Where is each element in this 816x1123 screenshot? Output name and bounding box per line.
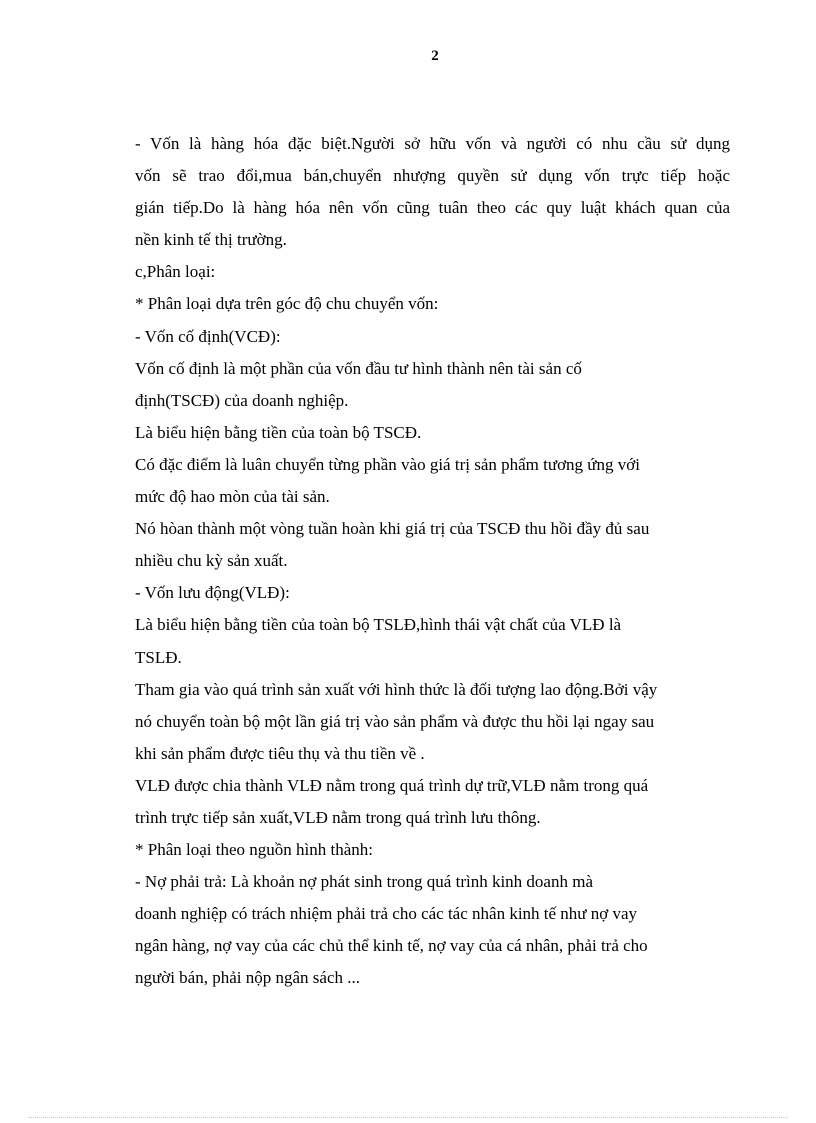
text-line: - Vốn là hàng hóa đặc biệt.Người sở hữu vốn và người có nhu cầu sử dụng (135, 134, 730, 153)
text-line: khi sản phẩm được tiêu thụ và thu tiền về . (135, 743, 425, 763)
text-line: Vốn cố định là một phần của vốn đầu tư hình thành nên tài sản cố (135, 358, 582, 378)
text-line: - Vốn cố định(VCĐ): (135, 326, 281, 346)
text-line: người bán, phải nộp ngân sách ... (135, 968, 360, 988)
text-line: Là biểu hiện bằng tiền của toàn bộ TSLĐ,hình thái vật chất của VLĐ là (135, 615, 622, 635)
text-line: Có đặc điểm là luân chuyển từng phần vào giá trị sản phẩm tương ứng với (135, 454, 640, 474)
text-line: ngân hàng, nợ vay của các chủ thể kinh tế, nợ vay của cá nhân, phải trả cho (135, 936, 648, 956)
text-line: Tham gia vào quá trình sản xuất với hình thức là đối tượng lao động.Bởi vậy (135, 679, 658, 699)
text-line: VLĐ được chia thành VLĐ nằm trong quá trình dự trữ,VLĐ nằm trong quá (135, 775, 649, 795)
text-line: Là biểu hiện bằng tiền của toàn bộ TSCĐ. (135, 422, 422, 442)
document-body (135, 128, 730, 995)
text-line: nó chuyển toàn bộ một lần giá trị vào sản phẩm và được thu hồi lại ngay sau (135, 711, 655, 731)
text-line: * Phân loại theo nguồn hình thành: (135, 840, 373, 860)
page-bottom-divider (28, 1117, 788, 1118)
text-line: doanh nghiệp có trách nhiệm phải trả cho các tác nhân kinh tế như nợ vay (135, 904, 638, 924)
text-line: nền kinh tế thị trường. (135, 230, 287, 250)
text-line: * Phân loại dựa trên góc độ chu chuyển vốn: (135, 294, 439, 314)
page-number: 2 (431, 48, 439, 64)
text-line: - Nợ phải trả: Là khoản nợ phát sinh trong quá trình kinh doanh mà (135, 872, 593, 892)
text-line: mức độ hao mòn của tài sản. (135, 487, 330, 507)
text-line: trình trực tiếp sản xuất,VLĐ nằm trong quá trình lưu thông. (135, 807, 541, 827)
text-line: gián tiếp.Do là hàng hóa nên vốn cũng tuân theo các quy luật khách quan của (135, 198, 730, 218)
text-line: nhiều chu kỳ sản xuất. (135, 551, 288, 571)
section-heading: c,Phân loại: (135, 262, 216, 282)
text-line: định(TSCĐ) của doanh nghiệp. (135, 390, 349, 410)
text-line: Nó hòan thành một vòng tuần hoàn khi giá trị của TSCĐ thu hồi đầy đủ sau (135, 519, 650, 539)
text-line: - Vốn lưu động(VLĐ): (135, 583, 290, 603)
text-line: vốn sẽ trao đổi,mua bán,chuyển nhượng quyền sử dụng vốn trực tiếp hoặc (135, 166, 730, 186)
text-line: TSLĐ. (135, 647, 182, 667)
